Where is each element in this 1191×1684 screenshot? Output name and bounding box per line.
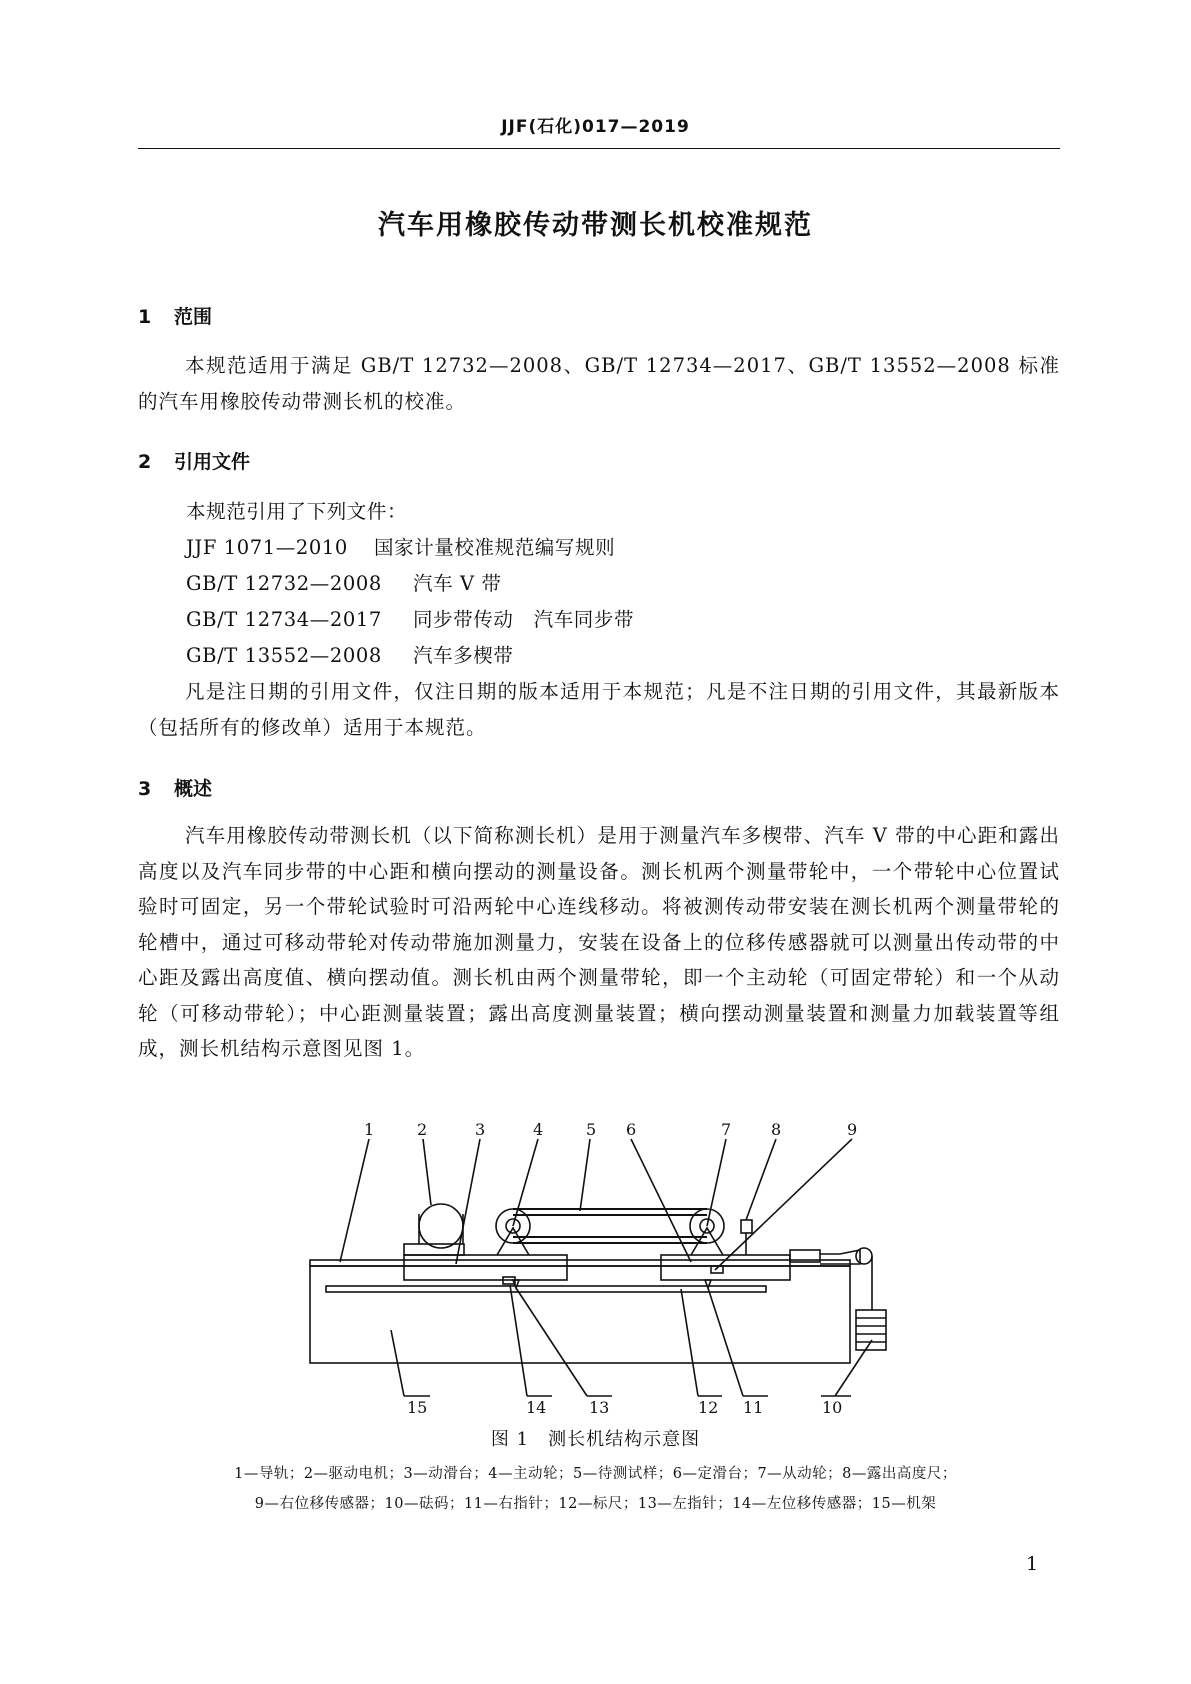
motor-base (404, 1244, 464, 1255)
running-header: JJF(石化)017—2019 (501, 117, 690, 137)
label-11: 11 (743, 1398, 764, 1417)
label-6: 6 (626, 1120, 637, 1139)
label-10: 10 (822, 1398, 843, 1417)
reference-item (186, 602, 634, 638)
section-3-heading (138, 774, 212, 801)
drive-motor (419, 1204, 463, 1248)
figure-1-diagram (0, 1110, 1191, 1420)
guide-rail (310, 1260, 850, 1266)
reference-name: 国家计量校准规范编写规则 (374, 536, 616, 559)
moving-carriage (404, 1255, 567, 1280)
reference-code: GB/T 13552—2008 (186, 644, 382, 667)
label-3: 3 (475, 1120, 486, 1139)
label-8: 8 (771, 1120, 782, 1139)
label-2: 2 (417, 1120, 428, 1139)
reference-name: 汽车 V 带 (413, 572, 502, 595)
left-pointer (513, 1280, 519, 1288)
section-number: 1 (138, 306, 152, 328)
reference-code: GB/T 12732—2008 (186, 572, 382, 595)
label-4: 4 (533, 1120, 544, 1139)
section-number: 2 (138, 451, 152, 473)
label-15: 15 (407, 1398, 428, 1417)
label-12: 12 (698, 1398, 719, 1417)
references-note: 凡是注日期的引用文件，仅注日期的版本适用于本规范；凡是不注日期的引用文件，其最新版本（包括所有的修改单）适用于本规范。 (138, 680, 1060, 739)
fixed-carriage (661, 1255, 790, 1280)
header-rule (138, 148, 1060, 149)
reference-item (186, 530, 615, 566)
reference-name: 汽车多楔带 (413, 644, 514, 667)
reference-item (186, 566, 502, 602)
section-number: 3 (138, 778, 152, 800)
height-gauge (741, 1220, 752, 1233)
weight (856, 1310, 886, 1350)
label-14: 14 (526, 1398, 547, 1417)
reference-code: JJF 1071—2010 (186, 536, 348, 559)
document-title: 汽车用橡胶传动带测长机校准规范 (378, 210, 813, 241)
references-intro: 本规范引用了下列文件： (186, 500, 408, 523)
section-1-paragraph: 本规范适用于满足 GB/T 12732—2008、GB/T 12734—2017、GB/T 13552—2008 标准的汽车用橡胶传动带测长机的校准。 (138, 354, 1060, 413)
reference-item (186, 638, 514, 674)
reference-name: 同步带传动 汽车同步带 (413, 608, 635, 631)
label-1: 1 (364, 1120, 375, 1139)
section-title: 引用文件 (174, 451, 251, 473)
figure-legend-line-2: 9—右位移传感器；10—砝码；11—右指针；12—标尺；13—左指针；14—左位移传感器；15—机架 (254, 1496, 937, 1512)
page-number: 1 (1026, 1553, 1039, 1575)
label-13: 13 (589, 1398, 610, 1417)
label-7: 7 (721, 1120, 732, 1139)
section-3-paragraph: 汽车用橡胶传动带测长机（以下简称测长机）是用于测量汽车多楔带、汽车 V 带的中心距和露出高度以及汽车同步带的中心距和横向摆动的测量设备。测长机两个测量带轮中，一个带轮中心位置试验时可固定，另一个带轮试验时可沿两轮中心连线移动。将被测传动带安装在测长机两个测量带轮的轮槽中，通过可移动带轮对传动带施加测量力，安装在设备上的位移传感器就可以测量出传动带的中心距及露出高度值、横向摆动值。测长机由两个测量带轮，即一个主动轮（可固定带轮）和一个从动轮（可移动带轮）；中心距测量装置；露出高度测量装置；横向摆动测量装置和测量力加载装置等组成，测长机结构示意图见图 1。 (138, 824, 1060, 1060)
figure-caption: 图 1 测长机结构示意图 (490, 1429, 701, 1450)
figure-legend-line-1: 1—导轨；2—驱动电机；3—动滑台；4—主动轮；5—待测试样；6—定滑台；7—从动轮；8—露出高度尺； (234, 1466, 957, 1482)
label-9: 9 (847, 1120, 858, 1139)
section-title: 概述 (174, 778, 213, 800)
section-title: 范围 (174, 306, 213, 328)
section-2-heading (138, 447, 250, 474)
reference-code: GB/T 12734—2017 (186, 608, 382, 631)
label-5: 5 (586, 1120, 597, 1139)
scale-ruler (326, 1286, 766, 1292)
right-pointer (705, 1280, 711, 1288)
section-1-heading (138, 302, 212, 329)
